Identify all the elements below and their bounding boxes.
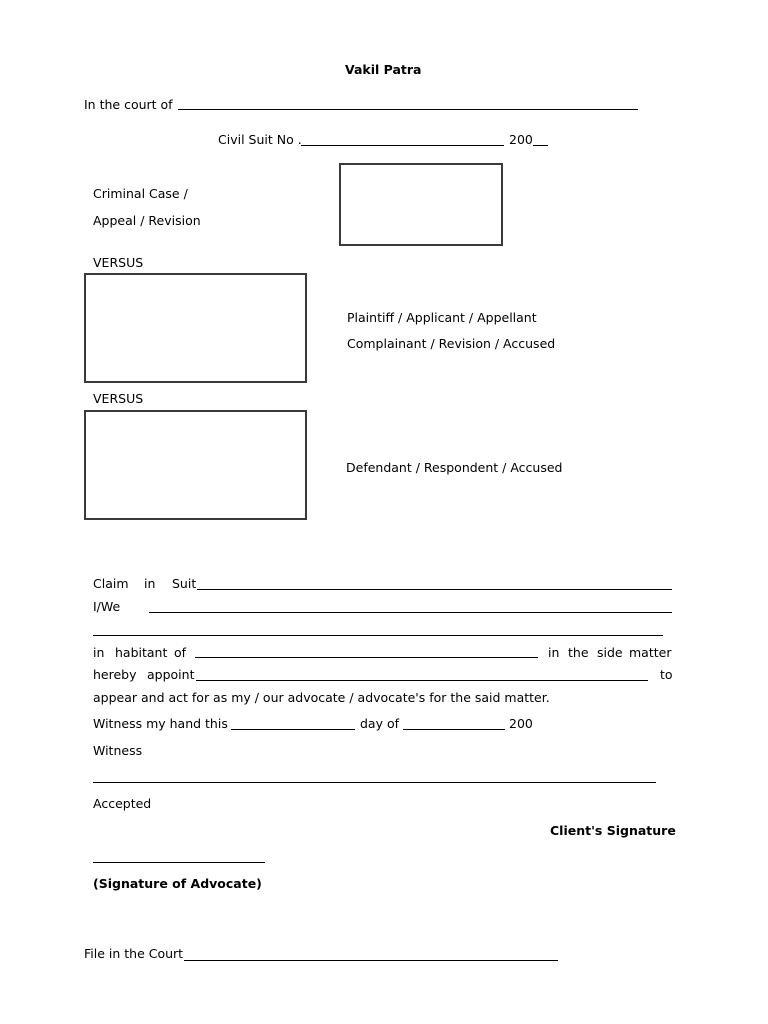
client-signature-label: Client's Signature (550, 823, 676, 838)
advocate-signature-label: (Signature of Advocate) (93, 876, 262, 891)
court-name-field[interactable] (178, 109, 638, 110)
hereby-word: hereby (93, 667, 137, 682)
side-matter-word: matter (629, 645, 672, 660)
appear-text: appear and act for as my / our advocate / advocate's for the said matter. (93, 690, 550, 705)
appoint-word: appoint (147, 667, 195, 682)
witness-field[interactable] (93, 782, 656, 783)
civil-suit-year-prefix: 200 (509, 132, 533, 147)
claim-field[interactable] (197, 589, 672, 590)
inhabitant-of-word: of (174, 645, 187, 660)
court-label: In the court of (84, 97, 173, 112)
defendant-roles: Defendant / Respondent / Accused (346, 460, 563, 475)
to-word: to (660, 667, 673, 682)
plaintiff-box[interactable] (84, 273, 307, 383)
case-number-box[interactable] (339, 163, 503, 246)
file-in-court-label: File in the Court (84, 946, 184, 961)
day-of-label: day of (360, 716, 400, 731)
civil-suit-year-field[interactable] (533, 145, 548, 146)
plaintiff-roles-line2: Complainant / Revision / Accused (347, 336, 556, 351)
accepted-label: Accepted (93, 796, 152, 811)
inhabitant-field[interactable] (195, 657, 538, 658)
defendant-box[interactable] (84, 410, 307, 520)
witness-hand-label: Witness my hand this (93, 716, 228, 731)
iwe-field[interactable] (149, 612, 672, 613)
claim-suit-word: Suit (172, 576, 197, 591)
civil-suit-number-field[interactable] (301, 145, 504, 146)
iwe-field-continued[interactable] (93, 635, 663, 636)
witness-month-field[interactable] (403, 729, 505, 730)
case-type-line1: Criminal Case / (93, 186, 188, 201)
witness-date-field[interactable] (231, 729, 355, 730)
witness-label: Witness (93, 743, 143, 758)
plaintiff-roles-line1: Plaintiff / Applicant / Appellant (347, 310, 537, 325)
document-title: Vakil Patra (345, 62, 422, 77)
side-in-word: in (548, 645, 560, 660)
side-the-word: the (568, 645, 589, 660)
claim-in-word: in (144, 576, 156, 591)
appoint-field[interactable] (196, 680, 648, 681)
versus-label-1: VERSUS (93, 255, 144, 270)
claim-word: Claim (93, 576, 129, 591)
witness-year-prefix: 200 (509, 716, 533, 731)
iwe-label: I/We (93, 599, 121, 614)
side-side-word: side (597, 645, 623, 660)
advocate-signature-field[interactable] (93, 862, 265, 863)
inhabitant-habitant-word: habitant (115, 645, 168, 660)
inhabitant-in-word: in (93, 645, 105, 660)
case-type-line2: Appeal / Revision (93, 213, 201, 228)
file-in-court-field[interactable] (184, 960, 558, 961)
versus-label-2: VERSUS (93, 391, 144, 406)
civil-suit-label: Civil Suit No . (218, 132, 302, 147)
